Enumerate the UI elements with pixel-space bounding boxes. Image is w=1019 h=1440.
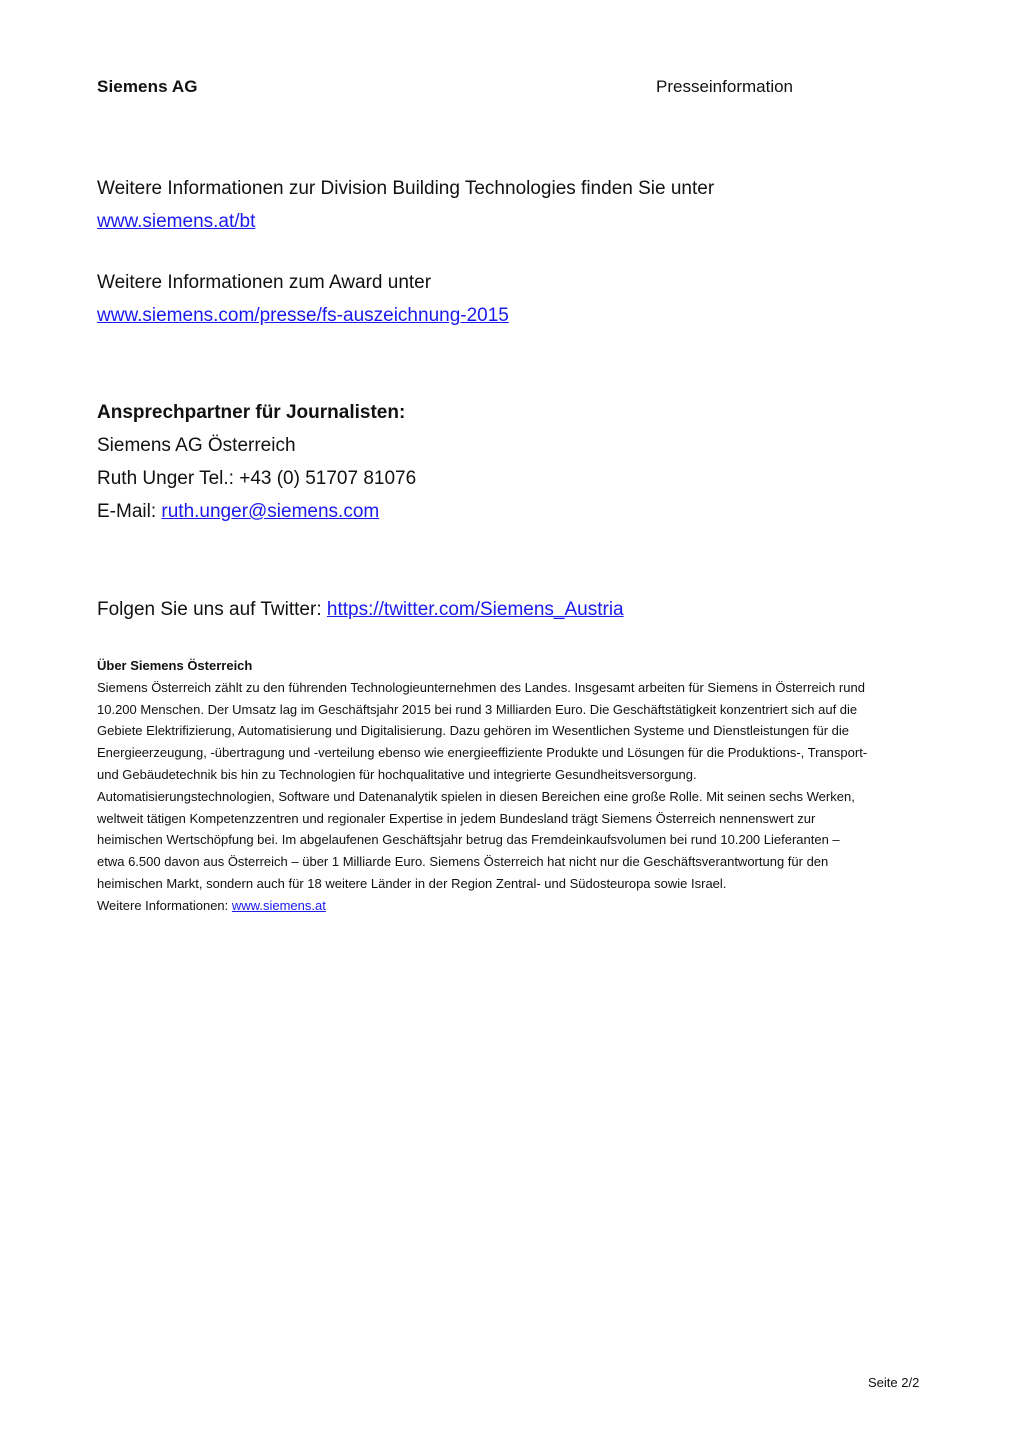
about-line: 10.200 Menschen. Der Umsatz lag im Geschäftsjahr 2015 bei rund 3 Milliarden Euro. Die Geschäftstätigkeit konzentriert sich auf die — [97, 701, 858, 717]
contact-heading: Ansprechpartner für Journalisten: — [97, 402, 406, 423]
main-content — [97, 172, 937, 626]
about-more-label: Weitere Informationen: — [97, 897, 232, 913]
about-line: Automatisierungstechnologien, Software und Datenanalytik spielen in diesen Bereichen eine große Rolle. Mit seinen sechs Werken, — [97, 788, 855, 804]
page-number: Seite 2/2 — [868, 1375, 920, 1390]
document-type: Presseinformation — [656, 77, 794, 96]
email-link[interactable]: ruth.unger@siemens.com — [161, 501, 380, 522]
company-name: Siemens AG — [97, 77, 198, 96]
about-line: und Gebäudetechnik bis hin zu Technologien für hochqualitative und integrierte Gesundheitsversorgung. — [97, 766, 697, 782]
about-more-line — [97, 895, 927, 917]
about-line: Energieerzeugung, -übertragung und -verteilung ebenso wie energieeffiziente Produkte und Lösungen für die Produktions-, Transport- — [97, 745, 868, 761]
award-link[interactable]: www.siemens.com/presse/fs-auszeichnung-2015 — [97, 305, 509, 326]
about-section — [97, 655, 927, 917]
contact-company: Siemens AG Österreich — [97, 435, 296, 456]
email-label: E-Mail: — [97, 501, 162, 522]
contact-email-line — [97, 495, 937, 528]
bt-link[interactable]: www.siemens.at/bt — [97, 211, 256, 232]
contact-person-phone: Ruth Unger Tel.: +43 (0) 51707 81076 — [97, 468, 417, 489]
about-line: heimischen Markt, sondern auch für 18 weitere Länder in der Region Zentral- und Südosteuropa sowie Israel. — [97, 875, 727, 891]
about-line: weltweit tätigen Kompetenzzentren und regionaler Expertise in jedem Bundesland trägt Siemens Österreich nennenswert zur — [97, 810, 816, 826]
bt-info-text: Weitere Informationen zur Division Building Technologies finden Sie unter — [97, 178, 715, 199]
about-line: heimischen Wertschöpfung bei. Im abgelaufenen Geschäftsjahr betrug das Fremdeinkaufsvolumen bei rund 10.200 Lieferanten – — [97, 832, 840, 848]
about-line: etwa 6.500 davon aus Österreich – über 1 Milliarde Euro. Siemens Österreich hat nicht nur die Geschäftsverantwortung für den — [97, 854, 829, 870]
about-line: Gebiete Elektrifizierung, Automatisierung und Digitalisierung. Dazu gehören im Wesentlichen Systeme und Dienstleistungen für die — [97, 723, 850, 739]
twitter-label: Folgen Sie uns auf Twitter: — [97, 599, 327, 620]
twitter-line — [97, 593, 937, 626]
siemens-at-link[interactable]: www.siemens.at — [231, 897, 326, 913]
about-line: Siemens Österreich zählt zu den führenden Technologieunternehmen des Landes. Insgesamt arbeiten für Siemens in Österreich rund — [97, 679, 865, 695]
twitter-link[interactable]: https://twitter.com/Siemens_Austria — [326, 599, 624, 620]
award-info-text: Weitere Informationen zum Award unter — [97, 272, 432, 293]
about-heading: Über Siemens Österreich — [97, 658, 253, 673]
